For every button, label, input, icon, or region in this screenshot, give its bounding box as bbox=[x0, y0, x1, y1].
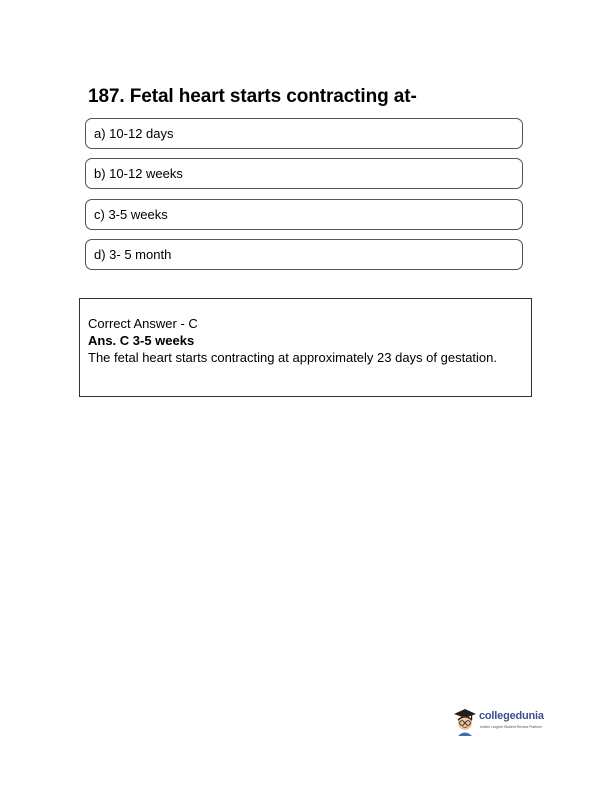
option-b[interactable]: b) 10-12 weeks bbox=[85, 158, 523, 189]
collegedunia-logo[interactable] bbox=[452, 706, 562, 740]
option-a[interactable]: a) 10-12 days bbox=[85, 118, 523, 149]
answer-heading: Ans. C 3-5 weeks bbox=[88, 333, 195, 348]
mascot-icon bbox=[452, 707, 478, 737]
option-c[interactable]: c) 3-5 weeks bbox=[85, 199, 523, 230]
answer-explanation: The fetal heart starts contracting at approximately 23 days of gestation. bbox=[88, 350, 497, 365]
logo-wordmark: collegedunia bbox=[479, 710, 544, 722]
correct-answer-line: Correct Answer - C bbox=[88, 316, 198, 331]
option-d[interactable]: d) 3- 5 month bbox=[85, 239, 523, 270]
answer-box bbox=[79, 298, 532, 397]
logo-tagline: India's Largest Student Review Platform bbox=[480, 725, 543, 729]
question-title: 187. Fetal heart starts contracting at- bbox=[88, 86, 417, 107]
